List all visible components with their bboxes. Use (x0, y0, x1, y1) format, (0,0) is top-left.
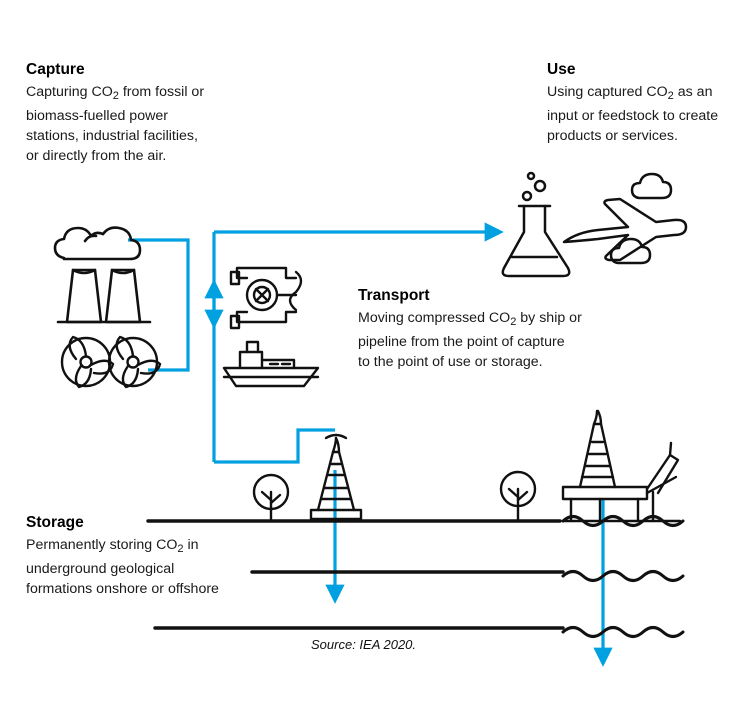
capture-body-sub1: 2 (112, 89, 119, 102)
capture-title: Capture (26, 61, 85, 78)
use-body-line3: input or feedstock to create (547, 107, 719, 124)
transport-body (358, 308, 608, 372)
transport-body-line2: by ship or (516, 310, 582, 326)
capture-block (26, 60, 256, 166)
capture-body-line5: or directly from the air. (26, 147, 167, 164)
capture-body-line2: from fossil or (118, 84, 205, 100)
capture-body-line1: Capturing CO (26, 84, 113, 100)
use-body-line2: as an (673, 84, 713, 100)
storage-body-line3: underground geological (26, 560, 175, 577)
flow-to-storage (214, 430, 335, 462)
cargo-ship-icon (224, 342, 318, 386)
wind-turbine-icon (62, 337, 160, 387)
transport-body-line3: pipeline from the point of capture (358, 333, 565, 350)
storage-body-sub1: 2 (177, 542, 184, 555)
capture-body (26, 82, 256, 166)
transport-title: Transport (358, 287, 430, 304)
transport-body-sub1: 2 (510, 315, 517, 328)
use-body (547, 82, 747, 146)
transport-body-line1: Moving compressed CO (358, 310, 511, 326)
capture-body-line3: biomass-fuelled power (26, 107, 168, 124)
storage-body-line4: formations onshore or offshore (26, 580, 219, 597)
storage-title: Storage (26, 514, 84, 531)
use-block (547, 60, 747, 146)
use-body-line4: products or services. (547, 127, 678, 144)
storage-body-line2: in (183, 537, 199, 553)
wave-top (563, 517, 683, 526)
transport-block (358, 286, 608, 372)
use-body-line1: Using captured CO (547, 84, 668, 100)
wave-mid (563, 572, 683, 581)
wave-bottom (563, 628, 683, 637)
tree-icon-right (501, 472, 535, 521)
storage-block (26, 513, 286, 599)
source-note: Source: IEA 2020. (311, 637, 417, 652)
use-body-sub1: 2 (667, 89, 674, 102)
pipeline-icon (231, 268, 301, 328)
power-plant-icon (55, 228, 151, 323)
sea-waves (563, 517, 683, 637)
transport-body-line4: to the point of use or storage. (358, 353, 543, 370)
storage-body (26, 535, 286, 599)
capture-body-line4: stations, industrial facilities, (26, 127, 198, 144)
use-title: Use (547, 61, 576, 78)
airplane-icon (564, 174, 686, 263)
storage-body-line1: Permanently storing CO (26, 537, 178, 553)
offshore-platform-icon (563, 411, 680, 521)
flask-icon (503, 173, 569, 276)
